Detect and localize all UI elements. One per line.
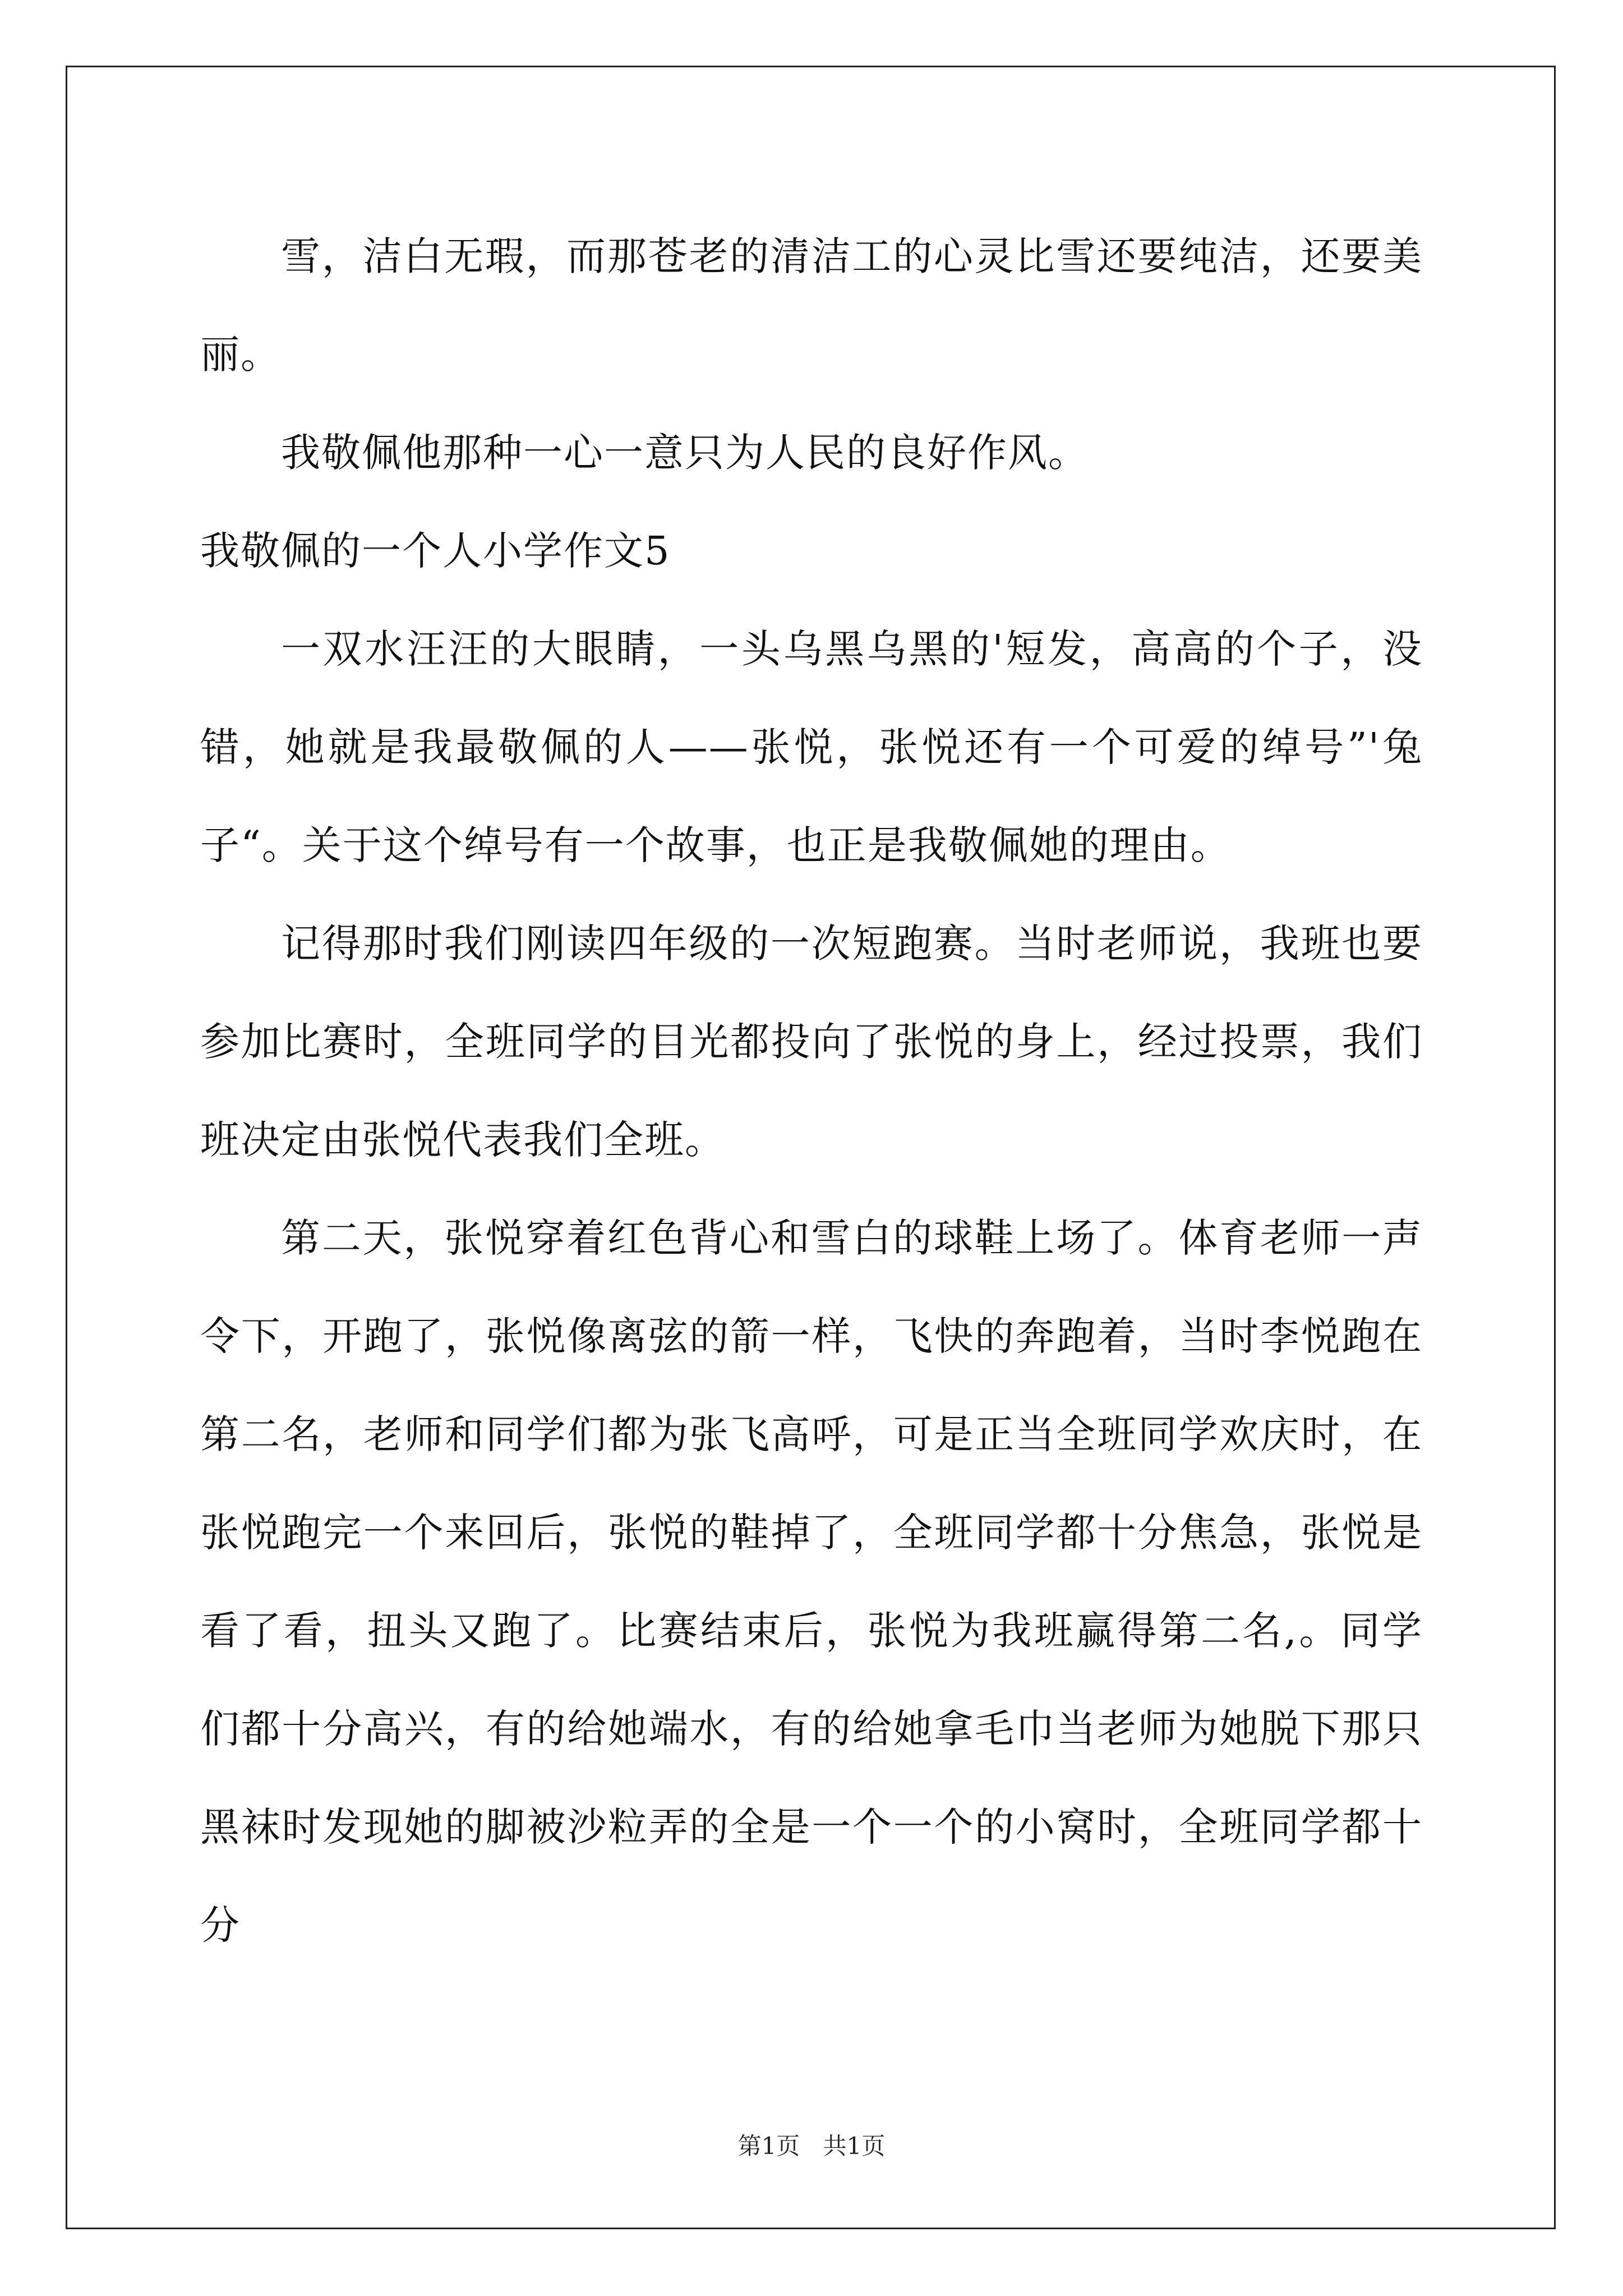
essay-heading: 我敬佩的一个人小学作文5 xyxy=(200,528,671,574)
paragraph-4: 记得那时我们刚读四年级的一次短跑赛。当时老师说，我班也要参加比赛时，全班同学的目光都投向了张悦的身上，经过投票，我们班决定由张悦代表我们全班。 xyxy=(200,921,1423,1163)
paragraph-1: 雪，洁白无瑕，而那苍老的清洁工的心灵比雪还要纯洁，还要美丽。 xyxy=(200,233,1423,378)
document-body xyxy=(200,208,1423,1975)
paragraph-2: 我敬佩他那种一心一意只为人民的良好作风。 xyxy=(281,430,1089,476)
page-footer xyxy=(0,2128,1623,2161)
page-number-total: 共1页 xyxy=(823,2132,886,2160)
paragraph-5: 第二天，张悦穿着红色背心和雪白的球鞋上场了。体育老师一声令下，开跑了，张悦像离弦的箭一样，飞快的奔跑着，当时李悦跑在第二名，老师和同学们都为张飞高呼，可是正当全班同学欢庆时，在张悦跑完一个来回后，张悦的鞋掉了，全班同学都十分焦急，张悦是看了看，扭头又跑了。比赛结束后，张悦为我班赢得第二名,。同学们都十分高兴，有的给她端水，有的给她拿毛巾当老师为她脱下那只黑袜时发现她的脚被沙粒弄的全是一个一个的小窝时，全班同学都十分 xyxy=(200,1215,1423,1948)
paragraph-3: 一双水汪汪的大眼睛，一头乌黑乌黑的'短发，高高的个子，没错，她就是我最敬佩的人——张悦，张悦还有一个可爱的绰号”'兔子“。关于这个绰号有一个故事，也正是我敬佩她的理由。 xyxy=(200,626,1423,868)
page-number-current: 第1页 xyxy=(737,2132,800,2160)
